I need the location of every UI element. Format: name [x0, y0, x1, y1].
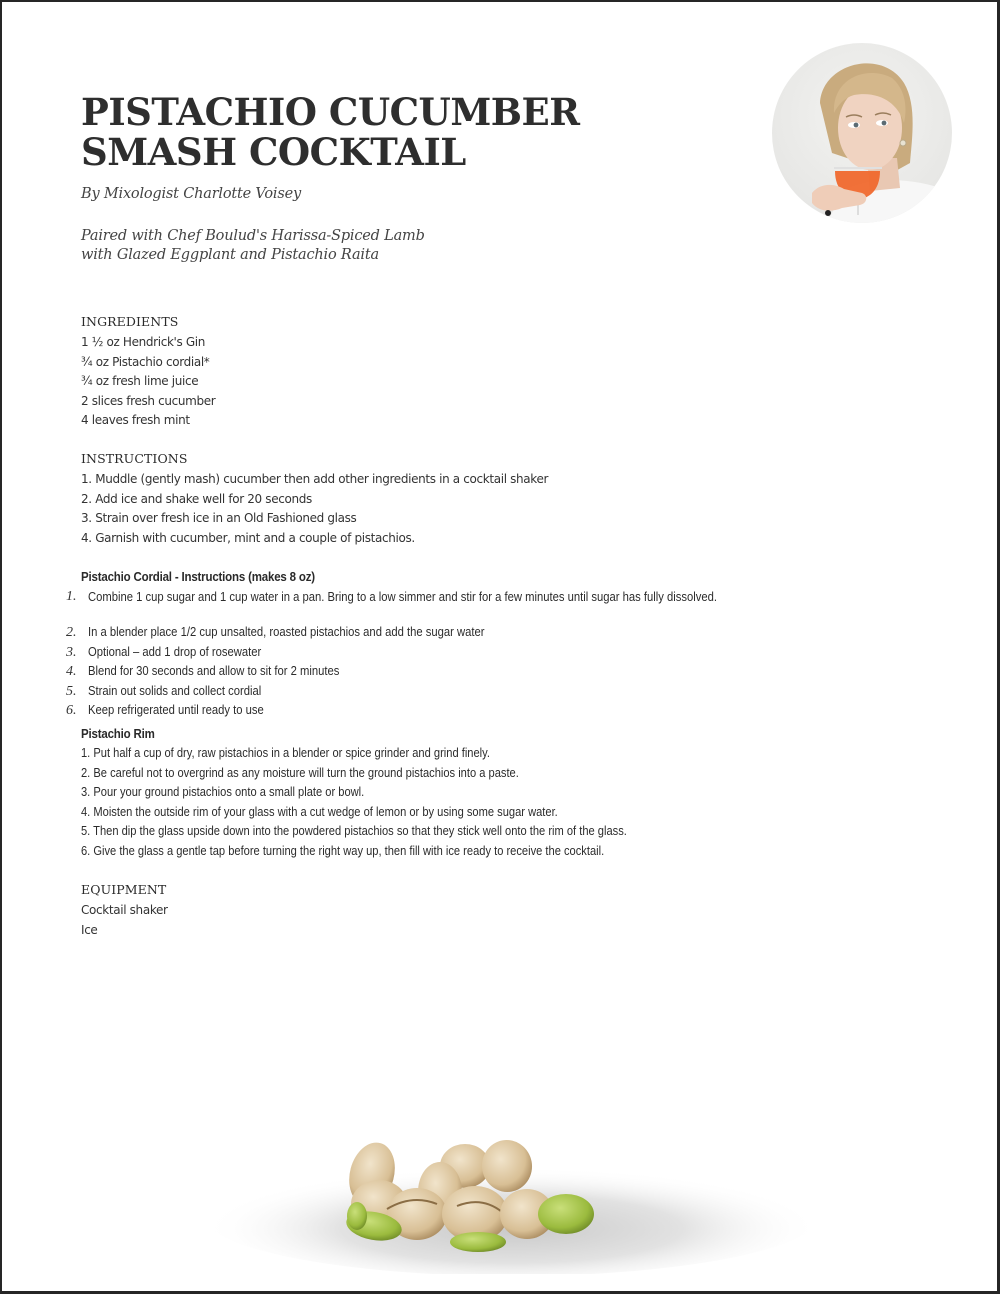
ingredient-item: 2 slices fresh cucumber [81, 393, 216, 408]
equipment-section [81, 881, 168, 940]
pistachios-image [202, 1114, 822, 1274]
cordial-step [66, 587, 788, 623]
ingredients-section [81, 313, 215, 431]
instruction-step: 1. Muddle (gently mash) cucumber then add other ingredients in a cocktail shaker [81, 472, 549, 486]
equipment-item: Cocktail shaker [81, 903, 168, 917]
instructions-section [81, 450, 548, 548]
pairing-line-1: Paired with Chef Boulud's Harissa-Spiced Lamb [81, 228, 425, 244]
title-line-2: SMASH COCKTAIL [81, 130, 466, 174]
rim-heading: Pistachio Rim [81, 727, 155, 741]
instruction-step: 3. Strain over fresh ice in an Old Fashioned glass [81, 511, 357, 526]
step-text: In a blender place 1/2 cup unsalted, roasted pistachios and add the sugar water [88, 625, 485, 639]
rim-step: 2. Be careful not to overgrind as any moisture will turn the ground pistachios into a paste. [81, 765, 519, 780]
equipment-heading: EQUIPMENT [81, 882, 167, 897]
rim-step: 4. Moisten the outside rim of your glass with a cut wedge of lemon or by using some sugar water. [81, 804, 558, 819]
ingredients-heading: INGREDIENTS [81, 314, 179, 329]
instruction-step: 4. Garnish with cucumber, mint and a couple of pistachios. [81, 530, 415, 545]
ingredient-item: 4 leaves fresh mint [81, 413, 190, 428]
step-number: 1. [66, 589, 77, 604]
cordial-step [66, 662, 788, 682]
step-number: 4. [66, 664, 77, 680]
equipment-item: Ice [81, 922, 98, 937]
cordial-step [66, 701, 788, 721]
cordial-heading: Pistachio Cordial - Instructions (makes 8 oz) [81, 570, 315, 584]
cordial-step [66, 623, 788, 643]
step-text: Keep refrigerated until ready to use [88, 703, 264, 718]
step-text: Optional – add 1 drop of rosewater [88, 644, 262, 659]
step-text: Strain out solids and collect cordial [88, 683, 262, 698]
pairing-line-2: with Glazed Eggplant and Pistachio Raita [81, 247, 379, 263]
mixologist-portrait [772, 43, 952, 223]
rim-step: 3. Pour your ground pistachios onto a small plate or bowl. [81, 785, 365, 800]
pairing-note [81, 227, 425, 265]
author-byline: By Mixologist Charlotte Voisey [81, 186, 301, 202]
cordial-section [66, 568, 788, 721]
ingredient-item: ¾ oz fresh lime juice [81, 374, 199, 389]
portrait-illustration-icon [772, 43, 952, 223]
ingredient-item: 1 ½ oz Hendrick's Gin [81, 335, 206, 349]
cordial-step [66, 682, 788, 702]
instruction-step: 2. Add ice and shake well for 20 seconds [81, 491, 312, 506]
rim-step: 1. Put half a cup of dry, raw pistachios in a blender or spice grinder and grind finely. [81, 746, 490, 760]
recipe-title [81, 92, 580, 172]
step-number: 2. [66, 625, 77, 640]
title-line-1: PISTACHIO CUCUMBER [81, 90, 580, 134]
rim-section [81, 725, 694, 862]
cordial-step [66, 643, 788, 663]
instructions-heading: INSTRUCTIONS [81, 451, 188, 466]
ingredient-item: ¾ oz Pistachio cordial* [81, 354, 210, 369]
rim-step: 6. Give the glass a gentle tap before turning the right way up, then fill with ice ready to receive the cocktail. [81, 843, 605, 858]
step-number: 3. [66, 644, 77, 660]
step-text: Combine 1 cup sugar and 1 cup water in a pan. Bring to a low simmer and stir for a few minutes until sugar has fully dissolved. [88, 590, 718, 604]
pistachios-illustration-icon [202, 1114, 822, 1274]
step-number: 6. [66, 703, 77, 719]
step-number: 5. [66, 683, 77, 699]
step-text: Blend for 30 seconds and allow to sit for 2 minutes [88, 664, 340, 679]
rim-step: 5. Then dip the glass upside down into the powdered pistachios so that they stick well onto the rim of the glass. [81, 824, 627, 839]
